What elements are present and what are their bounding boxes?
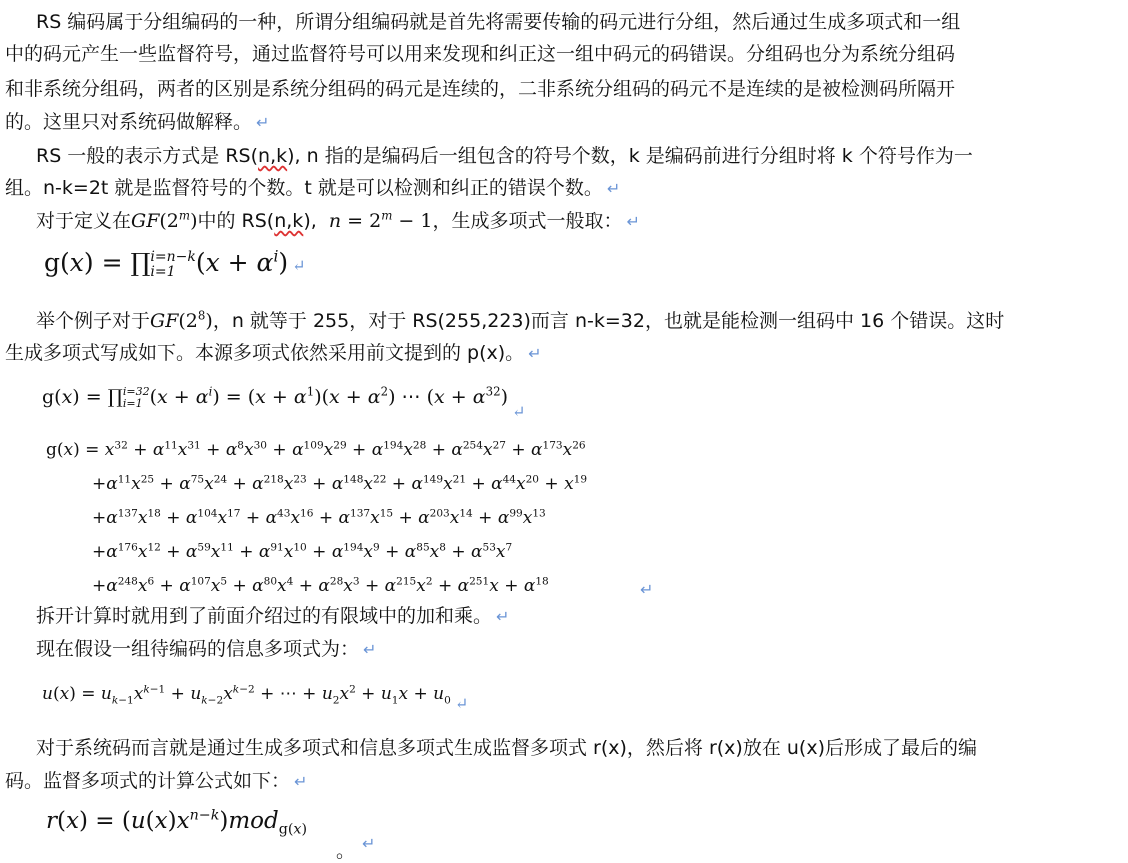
- text: 和非系统分组码，两者的区别是系统分组码的码元是连续的，二非系统分组码的码元不是连续的是被检测码所隔开: [5, 78, 956, 100]
- paragraph-mark-icon: ↵: [528, 344, 542, 363]
- math-gf: GF: [131, 210, 160, 232]
- text: RS 编码属于分组编码的一种，所谓分组编码就是首先将需要传输的码元进行分组，然后通过生成多项式和一组: [36, 11, 961, 33]
- equation-generator-general: g(x) = ∏ i=n−k i=1 $(x + \alpha^i)$ ↵: [44, 247, 306, 280]
- paragraph-mark-icon: ↵: [256, 113, 270, 132]
- trailing-period: 。: [336, 840, 356, 862]
- text: ),: [303, 210, 317, 232]
- paragraph-1-line-3: [5, 77, 955, 101]
- paragraph-6: [36, 637, 376, 662]
- paragraph-mark-icon: ↵: [640, 580, 654, 599]
- text: 的。这里只对系统码做解释。: [5, 111, 253, 133]
- text: 现在假设一组待编码的信息多项式为：: [36, 638, 360, 660]
- text: 举个例子对于: [36, 310, 151, 332]
- equation-generator-product: g(x) = ∏ i=32 i=1 $(x + \alpha^i) = (x + \alpha^1)(x + \alpha^2)$ ⋯ $(x + \alpha^{32})_↵$: [42, 384, 526, 421]
- paragraph-mark-icon: ↵: [294, 772, 308, 791]
- paragraph-4-line-2: [5, 341, 542, 366]
- paragraph-2-line-1: [36, 144, 973, 168]
- paragraph-5: [36, 604, 509, 629]
- paragraph-mark-icon: ↵: [454, 694, 469, 713]
- text: RS 一般的表示方式是 RS(: [36, 145, 259, 167]
- text: 生成多项式写成如下。本源多项式依然采用前文提到的 p(x)。: [5, 342, 525, 364]
- text: 码。监督多项式的计算公式如下：: [5, 770, 291, 792]
- paragraph-mark-icon: ↵: [626, 212, 640, 231]
- paragraph-7-line-1: [36, 736, 977, 760]
- text: 拆开计算时就用到了前面介绍过的有限域中的加和乘。: [36, 605, 493, 627]
- equation-generator-expanded-line-5: $+\alpha^{248}x^6 + \alpha^{107}x^5 + \alpha^{80}x^4 + \alpha^{28}x^3 + \alpha^{215}x^2 + \alpha^{251}x + \alpha^{18}$: [92, 575, 549, 596]
- equation-generator-expanded-line-1: $g(x) = x^{32} + \alpha^{11}x^{31} + \alpha^8x^{30} + \alpha^{109}x^{29} + \alpha^{194}x^{28} + \alpha^{254}x^{27} + \alpha^{173}x^{26}$: [46, 439, 586, 460]
- text: 对于定义在: [36, 210, 132, 232]
- paragraph-mark-icon: ↵: [606, 179, 621, 198]
- text: ，n 就等于 255，对于 RS(255,223)而言 n-k=32，也就是能检测一组码中 16 个错误。这时: [212, 310, 1005, 332]
- equation-information-polynomial: $u(x) = u_{k-1}x^{k-1} + u_{k-2}x^{k-2}$ + ⋯ + $u_2x^2 + u_1x + u_0$ ↵: [42, 683, 469, 713]
- spellcheck-word: n,k: [274, 210, 304, 232]
- paragraph-1-line-2: [5, 42, 955, 66]
- text: 中的码元产生一些监督符号，通过监督符号可以用来发现和纠正这一组中码元的码错误。分组码也分为系统分组码: [5, 43, 956, 65]
- equation-generator-expanded-line-2: $+\alpha^{11}x^{25} + \alpha^{75}x^{24} + \alpha^{218}x^{23} + \alpha^{148}x^{22} + \alpha^{149}x^{21} + \alpha^{44}x^{20} + x^{19}$: [92, 473, 588, 494]
- equation-check-polynomial: $r(x) = (u(x)x^{n-k})mod_{g(x)}$: [46, 807, 308, 838]
- text: 中的 RS(: [197, 210, 275, 232]
- math-n-def: $n = 2^m - 1$: [328, 208, 433, 232]
- paragraph-mark-icon: ↵: [292, 256, 306, 275]
- paragraph-7-line-2: [5, 769, 307, 794]
- paragraph-2-line-2: [5, 176, 620, 201]
- paragraph-3: 对于定义在GF(2$^m$)中的 RS(n,k), $n = 2^m - 1$，生成多项式一般取： ↵: [36, 208, 640, 232]
- spellcheck-word: n,k: [258, 145, 288, 167]
- equation-generator-expanded-line-3: $+\alpha^{137}x^{18} + \alpha^{104}x^{17} + \alpha^{43}x^{16} + \alpha^{137}x^{15} + \alpha^{203}x^{14} + \alpha^{99}x^{13}$: [92, 507, 546, 528]
- equation-generator-expanded-line-4: $+\alpha^{176}x^{12} + \alpha^{59}x^{11} + \alpha^{91}x^{10} + \alpha^{194}x^9 + \alpha^{85}x^8 + \alpha^{53}x^7$: [92, 541, 513, 562]
- paragraph-1-line-1: [36, 10, 960, 34]
- paragraph-1-line-4: [5, 110, 269, 135]
- text: ), n 指的是编码后一组包含的符号个数，k 是编码前进行分组时将 k 个符号作为一: [287, 145, 973, 167]
- paragraph-mark-icon: ↵: [511, 402, 526, 421]
- paragraph-mark-icon: ↵: [496, 607, 510, 626]
- paragraph-mark-icon: ↵: [363, 640, 377, 659]
- text: ，生成多项式一般取：: [432, 210, 623, 232]
- paragraph-4-line-1: 举个例子对于$GF(2^8)$，n 就等于 255，对于 RS(255,223)而言 n-k=32，也就是能检测一组码中 16 个错误。这时: [36, 308, 1005, 332]
- paragraph-mark-icon: ↵: [362, 834, 376, 853]
- text: 组。n-k=2t 就是监督符号的个数。t 就是可以检测和纠正的错误个数。: [5, 177, 603, 199]
- text: 对于系统码而言就是通过生成多项式和信息多项式生成监督多项式 r(x)，然后将 r(x)放在 u(x)后形成了最后的编: [36, 737, 977, 759]
